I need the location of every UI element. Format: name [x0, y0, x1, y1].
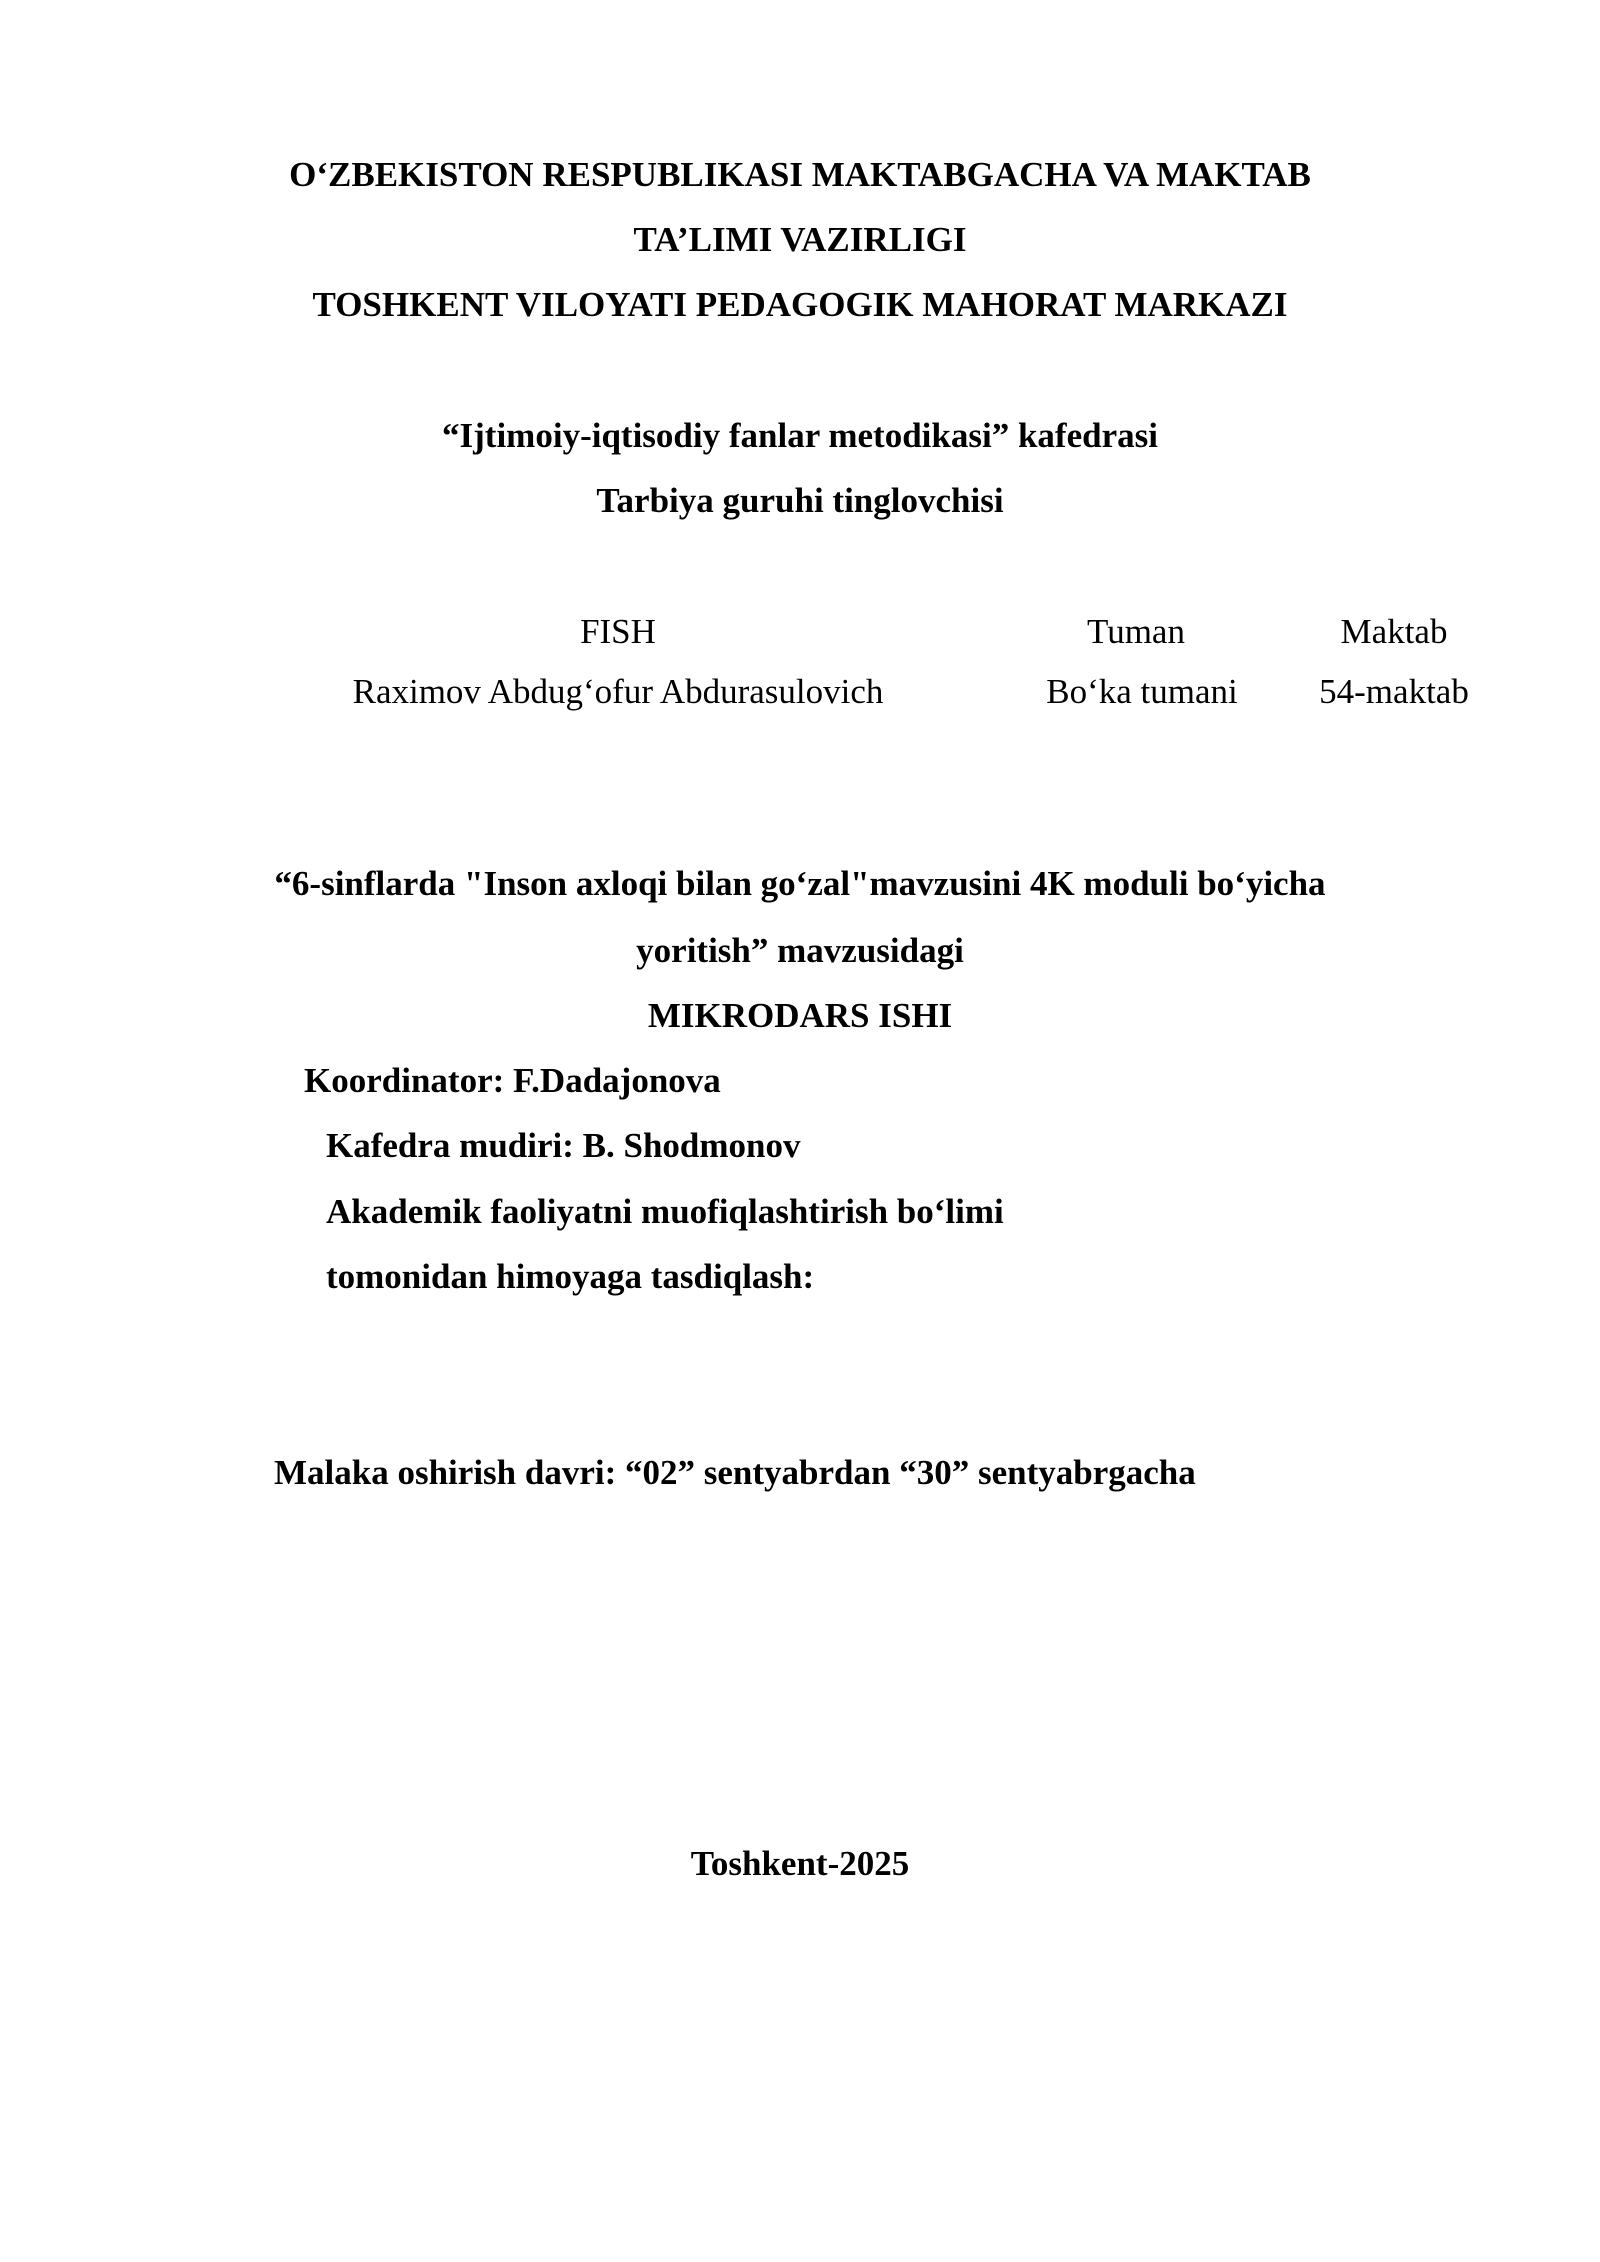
table-cell-school: 54-maktab [1319, 672, 1469, 711]
table-header-tuman: Tuman [1087, 612, 1185, 651]
table-header-maktab: Maktab [1340, 612, 1448, 651]
coordinator: Koordinator: F.Dadajonova [304, 1061, 721, 1100]
approval-line-1: Akademik faoliyatni muofiqlashtirish bo‘limi [326, 1192, 1004, 1231]
table-header-fish: FISH [580, 612, 656, 651]
department-head: Kafedra mudiri: B. Shodmonov [326, 1126, 801, 1165]
topic-line-2: yoritish” mavzusidagi [636, 931, 964, 970]
topic-line-1: “6-sinflarda "Inson axloqi bilan go‘zal"mavzusini 4K moduli bo‘yicha [274, 864, 1326, 903]
department-name: “Ijtimoiy-iqtisodiy fanlar metodikasi” kafedrasi [442, 416, 1158, 455]
approval-line-2: tomonidan himoyaga tasdiqlash: [326, 1257, 815, 1296]
table-cell-district: Bo‘ka tumani [1046, 672, 1238, 711]
training-period: Malaka oshirish davri: “02” sentyabrdan “30” sentyabrgacha [274, 1453, 1196, 1492]
table-cell-name: Raximov Abdug‘ofur Abdurasulovich [352, 672, 884, 711]
group-label: Tarbiya guruhi tinglovchisi [596, 481, 1004, 520]
city-year: Toshkent-2025 [690, 1844, 910, 1883]
work-title: MIKRODARS ISHI [647, 996, 953, 1035]
ministry-title-line-2: TA’LIMI VAZIRLIGI [633, 220, 967, 259]
ministry-title-line-1: O‘ZBEKISTON RESPUBLIKASI MAKTABGACHA VA MAKTAB [289, 155, 1311, 194]
center-title: TOSHKENT VILOYATI PEDAGOGIK MAHORAT MARKAZI [312, 285, 1288, 324]
